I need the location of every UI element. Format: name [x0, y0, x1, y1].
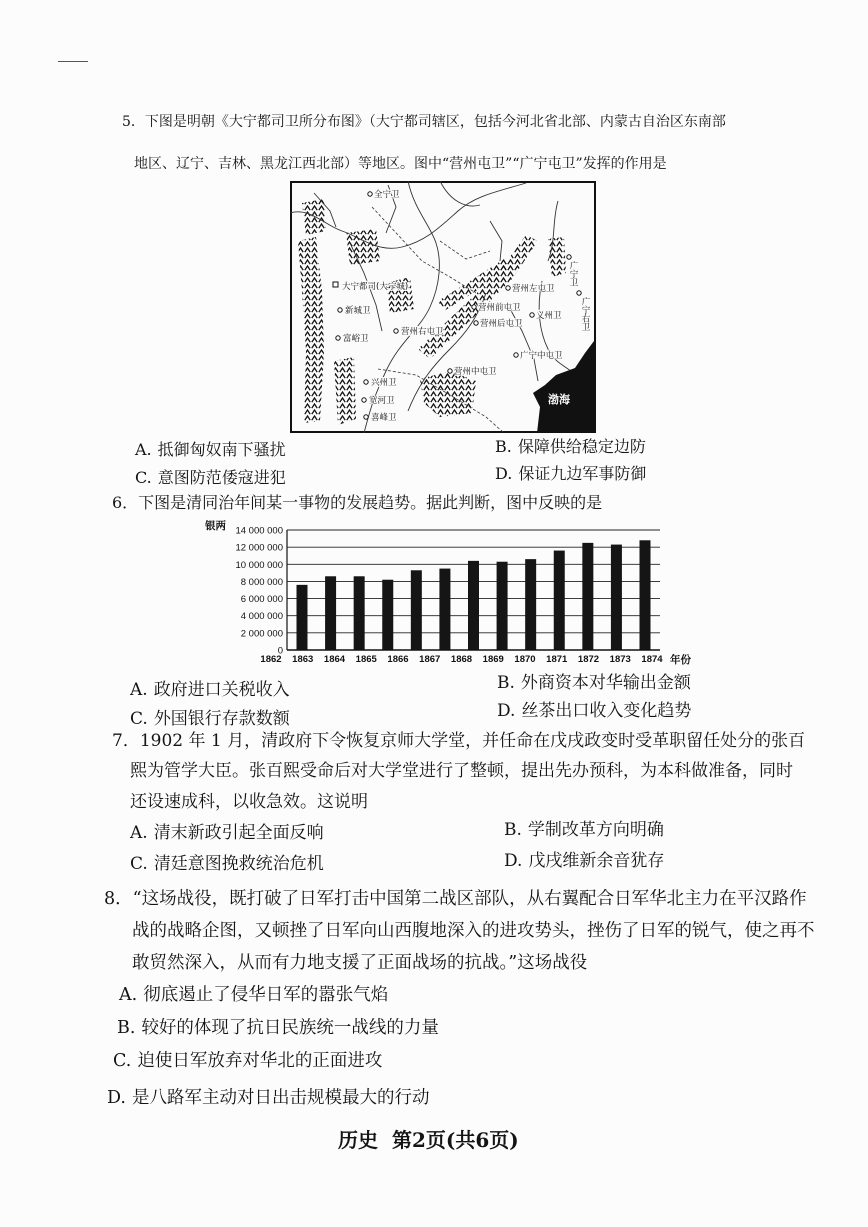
- q6-option-b: [497, 674, 691, 694]
- y-tick-label: 10 000 000: [235, 559, 283, 571]
- option-letter: B.: [504, 820, 522, 840]
- bar-1862: [297, 585, 308, 650]
- map-label-yingzhou-zhong: 营州中屯卫: [454, 367, 497, 377]
- bar-1867: [439, 569, 450, 650]
- x-tick-label-1870: 1870: [514, 654, 536, 665]
- bar-1868: [468, 561, 479, 650]
- option-text: 清廷意图挽救统治危机: [153, 854, 324, 874]
- page-footer: [338, 1128, 519, 1152]
- footer-page-number: 第2页(共6页): [392, 1128, 519, 1152]
- map-label-bohai: 渤海: [548, 393, 570, 406]
- y-tick-label: 8 000 000: [240, 576, 283, 588]
- option-text: 保障供给稳定边防: [517, 437, 646, 456]
- y-tick-label: 4 000 000: [240, 611, 283, 623]
- x-tick-label-1871: 1871: [546, 654, 568, 665]
- q7-stem-line-3: 还设速成科，以收急效。这说明: [130, 792, 368, 812]
- option-text: 较好的体现了抗日民族统一战线的力量: [141, 1018, 439, 1038]
- option-letter: C.: [130, 709, 148, 729]
- option-letter: A.: [130, 680, 148, 700]
- x-tick-labels: [260, 654, 663, 665]
- x-tick-label-1874: 1874: [641, 654, 663, 665]
- option-letter: D.: [107, 1088, 126, 1108]
- bar-chart: [200, 515, 700, 673]
- map-label-fuyu: 富峪卫: [343, 334, 369, 344]
- scan-mark: [58, 61, 88, 62]
- option-text: 外商资本对华输出金额: [520, 673, 691, 693]
- x-tick-label-1873: 1873: [609, 654, 631, 665]
- q8-stem-line-3: 敢贸然深入，从而有力地支援了正面战场的抗战。”这场战役: [132, 953, 588, 973]
- bar-1865: [382, 580, 393, 650]
- x-tick-label-1867: 1867: [419, 654, 441, 665]
- bar-1872: [582, 543, 593, 650]
- option-text: 外国银行存款数额: [153, 709, 290, 729]
- x-tick-label-1869: 1869: [482, 654, 504, 665]
- bar-1869: [497, 562, 508, 650]
- q5-option-a: [135, 441, 286, 459]
- option-text: 抵御匈奴南下骚扰: [157, 440, 286, 459]
- map-label-yizhou: 义州卫: [536, 311, 562, 321]
- option-text: 戊戌维新余音犹存: [528, 851, 665, 871]
- q8-option-c: [113, 1051, 382, 1071]
- bar-1873: [611, 545, 622, 650]
- q6-option-d: [497, 702, 691, 722]
- x-tick-label-1872: 1872: [577, 654, 600, 665]
- option-letter: A.: [135, 440, 152, 459]
- q7-option-b: [504, 821, 664, 841]
- y-tick-label: 0: [277, 645, 283, 657]
- option-text: 意图防范倭寇进犯: [157, 468, 286, 487]
- q8-stem-line-1: 8．“这场战役，既打破了日军打击中国第二战区部队，从右翼配合日军华北主力在平汉路作: [104, 889, 807, 909]
- y-axis-label: 银两: [205, 520, 226, 532]
- map-label-daning: 大宁都司(大宁城): [342, 282, 409, 292]
- q7-stem-line-1: 7．1902 年 1 月，清政府下令恢复京师大学堂，并任命在戊戌政变时受革职留任处分的张百: [112, 731, 806, 751]
- q5-option-b: [495, 438, 646, 456]
- y-tick-label: 2 000 000: [240, 628, 283, 640]
- q8-option-d: [107, 1088, 429, 1108]
- y-tick-label: 6 000 000: [240, 594, 283, 606]
- option-text: 彻底遏止了侵华日军的嚣张气焰: [143, 985, 389, 1005]
- q8-stem-line-2: 战的战略企图，又顿挫了日军向山西腹地深入的进攻势头，挫伤了日军的锐气，使之再不: [132, 921, 815, 941]
- bar-1866: [411, 570, 422, 650]
- x-tick-label-1863: 1863: [292, 654, 314, 665]
- map-label-yingzhou-qian: 营州前屯卫: [478, 303, 521, 313]
- x-tick-label-1866: 1866: [387, 654, 409, 665]
- map-label-kuanhe: 宽河卫: [369, 396, 395, 406]
- map-label-xifeng: 喜峰卫: [371, 413, 397, 423]
- q5-option-c: [135, 469, 286, 487]
- bar-1864: [354, 576, 365, 650]
- option-letter: C.: [135, 468, 152, 487]
- bar-1871: [554, 551, 565, 650]
- map-figure: [290, 181, 596, 433]
- option-text: 学制改革方向明确: [527, 820, 664, 840]
- map-label-guangning-zhong: 广宁中屯卫: [520, 351, 563, 361]
- q5-option-d: [495, 465, 646, 483]
- map-label-quanning: 全宁卫: [374, 190, 400, 200]
- option-letter: C.: [130, 854, 148, 874]
- q6-option-a: [130, 681, 290, 701]
- q5-stem-line-2: 地区、辽宁、吉林、黑龙江西北部）等地区。图中“营州屯卫”“广宁屯卫”发挥的作用是: [134, 156, 667, 172]
- option-letter: D.: [495, 464, 513, 483]
- map-label-guangning: 广宁卫: [568, 261, 578, 287]
- map-label-yingzhou-hou: 营州后屯卫: [480, 319, 523, 329]
- option-text: 保证九边军事防御: [518, 464, 647, 483]
- x-tick-label-1865: 1865: [355, 654, 377, 665]
- option-letter: D.: [504, 851, 523, 871]
- x-axis-label: 年份: [670, 654, 691, 666]
- y-tick-label: 14 000 000: [235, 525, 283, 537]
- option-text: 是八路军主动对日出击规模最大的行动: [131, 1088, 430, 1108]
- x-tick-label-1862: 1862: [260, 654, 282, 665]
- map-label-guangning-you: 广宁右卫: [580, 297, 590, 331]
- map-label-xingzhou: 兴州卫: [371, 378, 397, 388]
- q8-option-b: [117, 1018, 439, 1038]
- option-letter: D.: [497, 701, 516, 721]
- option-letter: A.: [130, 823, 148, 843]
- option-letter: B.: [497, 673, 515, 693]
- q7-option-c: [130, 855, 324, 875]
- option-letter: A.: [119, 985, 138, 1005]
- bars: [297, 540, 651, 650]
- q6-option-c: [130, 710, 290, 730]
- option-letter: C.: [113, 1051, 132, 1071]
- map-label-xincheng: 新城卫: [345, 306, 371, 316]
- option-text: 丝茶出口收入变化趋势: [521, 701, 692, 721]
- q7-option-d: [504, 852, 664, 872]
- x-tick-label-1864: 1864: [323, 654, 346, 665]
- x-tick-label-1868: 1868: [450, 654, 473, 665]
- bar-1870: [525, 559, 536, 650]
- q5-stem-line-1: 5．下图是明朝《大宁都司卫所分布图》（大宁都司辖区，包括今河北省北部、内蒙古自治区东南部: [122, 114, 726, 130]
- map-label-yingzhou-zuo: 营州左屯卫: [512, 284, 555, 294]
- footer-subject: 历史: [338, 1128, 378, 1152]
- map-label-yingzhou-you: 营州右屯卫: [401, 327, 444, 337]
- q6-stem: 6．下图是清同治年间某一事物的发展趋势。据此判断，图中反映的是: [112, 493, 603, 512]
- option-letter: B.: [495, 437, 512, 456]
- option-text: 政府进口关税收入: [153, 680, 290, 700]
- q7-stem-line-2: 熙为管学大臣。张百熙受命后对大学堂进行了整顿，提出先办预科，为本科做准备，同时: [130, 761, 793, 781]
- option-letter: B.: [117, 1018, 136, 1038]
- option-text: 迫使日军放弃对华北的正面进攻: [137, 1051, 383, 1071]
- bar-1874: [640, 540, 651, 650]
- q7-option-a: [130, 824, 324, 844]
- q8-option-a: [119, 985, 388, 1005]
- y-tick-label: 12 000 000: [235, 542, 283, 554]
- option-text: 清末新政引起全面反响: [153, 823, 324, 843]
- y-tick-labels: [235, 526, 283, 657]
- bar-1863: [325, 576, 336, 650]
